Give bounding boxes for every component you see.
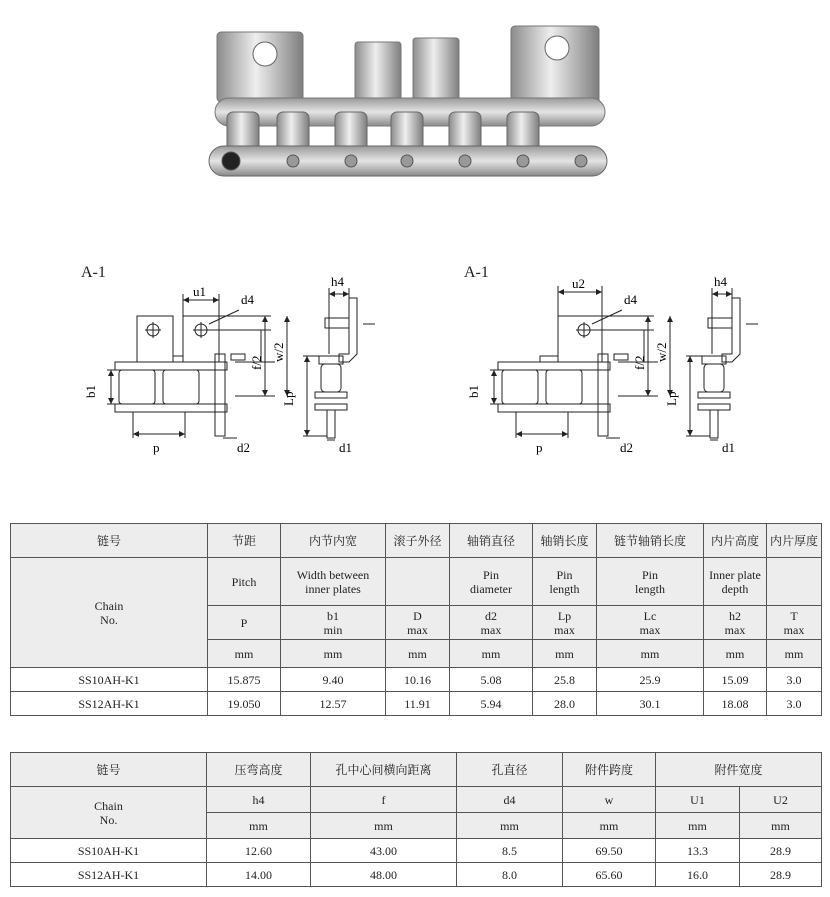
value-cell: 8.0 xyxy=(457,863,563,887)
label-d4: d4 xyxy=(624,292,637,307)
value-cell: 18.08 xyxy=(704,692,767,716)
unit-cell: mm xyxy=(563,813,656,839)
unit-cell: mm xyxy=(281,640,386,668)
unit-cell: mm xyxy=(597,640,704,668)
label-f2: f/2 xyxy=(249,355,264,370)
header-cell: 链节轴销长度 xyxy=(597,524,704,558)
label-b1: b1 xyxy=(83,385,98,398)
value-cell: 3.0 xyxy=(767,692,822,716)
header-cell: 附件跨度 xyxy=(563,753,656,787)
label-h4: h4 xyxy=(331,274,344,289)
header-cell: 内片厚度 xyxy=(767,524,822,558)
chain-label: Chain xyxy=(94,798,123,813)
unit-cell: mm xyxy=(533,640,597,668)
table-row xyxy=(11,524,822,558)
value-cell: 28.9 xyxy=(740,863,822,887)
label-d4: d4 xyxy=(241,292,254,307)
table-row xyxy=(11,692,822,716)
table-row xyxy=(11,558,822,606)
header-cell: 孔中心间横向距离 xyxy=(311,753,457,787)
symbol-cell: U1 xyxy=(656,787,740,813)
symbol-cell: Lp max xyxy=(533,606,597,640)
value-cell: 43.00 xyxy=(311,839,457,863)
symbol-cell: Lc max xyxy=(597,606,704,640)
value-cell: 48.00 xyxy=(311,863,457,887)
attachment-tab-right xyxy=(511,26,599,104)
name-cell: Inner plate depth xyxy=(704,558,767,606)
value-cell: 30.1 xyxy=(597,692,704,716)
unit-cell: mm xyxy=(311,813,457,839)
symbol-cell: d4 xyxy=(457,787,563,813)
label-w2: w/2 xyxy=(271,342,286,362)
header-cell: 内节内宽 xyxy=(281,524,386,558)
label-h4: h4 xyxy=(714,274,727,289)
outer-plate-lower xyxy=(209,146,607,176)
value-cell: 16.0 xyxy=(656,863,740,887)
value-cell: 28.9 xyxy=(740,839,822,863)
table-row xyxy=(11,787,822,813)
chain-label: No. xyxy=(99,812,118,827)
attachment-tab-middle-1 xyxy=(355,42,401,102)
symbol-cell: b1 min xyxy=(281,606,386,640)
chain-no-header xyxy=(11,558,208,668)
header-cell: 附件宽度 xyxy=(656,753,822,787)
chain-cell: SS10AH-K1 xyxy=(11,668,208,692)
chain-product-photo xyxy=(205,18,615,193)
symbol-cell: h4 xyxy=(207,787,311,813)
header-cell: 链号 xyxy=(11,524,208,558)
label-d2: d2 xyxy=(620,440,633,455)
value-cell: 19.050 xyxy=(208,692,281,716)
header-cell: 孔直径 xyxy=(457,753,563,787)
unit-cell: mm xyxy=(457,813,563,839)
unit-cell: mm xyxy=(207,813,311,839)
chain-label: No. xyxy=(100,612,118,627)
label-f2: f/2 xyxy=(632,355,647,370)
technical-drawing xyxy=(75,258,435,458)
unit-cell: mm xyxy=(450,640,533,668)
diagram-title: A-1 xyxy=(81,264,106,281)
header-cell: 滚子外径 xyxy=(386,524,450,558)
symbol-cell: P xyxy=(208,606,281,640)
symbol-cell: D max xyxy=(386,606,450,640)
label-p: p xyxy=(153,440,160,455)
symbol-cell: f xyxy=(311,787,457,813)
value-cell: 13.3 xyxy=(656,839,740,863)
label-lp: Lp xyxy=(281,391,296,406)
value-cell: 10.16 xyxy=(386,668,450,692)
header-cell: 轴销直径 xyxy=(450,524,533,558)
value-cell: 69.50 xyxy=(563,839,656,863)
value-cell: 65.60 xyxy=(563,863,656,887)
symbol-cell: h2 max xyxy=(704,606,767,640)
label-d2: d2 xyxy=(237,440,250,455)
label-w2: w/2 xyxy=(654,342,669,362)
name-cell: Pin diameter xyxy=(450,558,533,606)
header-cell: 节距 xyxy=(208,524,281,558)
header-cell: 压弯高度 xyxy=(207,753,311,787)
symbol-cell: U2 xyxy=(740,787,822,813)
label-p: p xyxy=(536,440,543,455)
unit-cell: mm xyxy=(740,813,822,839)
name-cell xyxy=(386,558,450,606)
table-row xyxy=(11,863,822,887)
value-cell: 12.60 xyxy=(207,839,311,863)
header-cell: 内片高度 xyxy=(704,524,767,558)
label-b1: b1 xyxy=(466,385,481,398)
value-cell: 3.0 xyxy=(767,668,822,692)
chain-cell: SS10AH-K1 xyxy=(11,839,207,863)
name-cell: Pin length xyxy=(533,558,597,606)
name-cell xyxy=(767,558,822,606)
label-u: u1 xyxy=(193,284,206,299)
table-row xyxy=(11,668,822,692)
value-cell: 5.94 xyxy=(450,692,533,716)
symbol-cell: T max xyxy=(767,606,822,640)
chain-cell: SS12AH-K1 xyxy=(11,692,208,716)
spec-table-dimensions xyxy=(10,523,822,716)
name-cell: Pin length xyxy=(597,558,704,606)
label-lp: Lp xyxy=(664,391,679,406)
value-cell: 5.08 xyxy=(450,668,533,692)
label-u: u2 xyxy=(572,276,585,291)
label-d1: d1 xyxy=(339,440,352,455)
header-cell: 链号 xyxy=(11,753,207,787)
value-cell: 25.8 xyxy=(533,668,597,692)
value-cell: 25.9 xyxy=(597,668,704,692)
name-cell: Pitch xyxy=(208,558,281,606)
diagram-a1-right xyxy=(458,258,818,458)
attachment-tab-left xyxy=(217,32,303,102)
chain-no-header xyxy=(11,787,207,839)
table-row xyxy=(11,753,822,787)
unit-cell: mm xyxy=(656,813,740,839)
diagram-a1-left xyxy=(75,258,435,458)
value-cell: 15.09 xyxy=(704,668,767,692)
symbol-cell: w xyxy=(563,787,656,813)
value-cell: 15.875 xyxy=(208,668,281,692)
unit-cell: mm xyxy=(386,640,450,668)
chain-label: Chain xyxy=(94,598,124,613)
unit-cell: mm xyxy=(208,640,281,668)
unit-cell: mm xyxy=(704,640,767,668)
value-cell: 12.57 xyxy=(281,692,386,716)
value-cell: 28.0 xyxy=(533,692,597,716)
technical-drawing xyxy=(458,258,818,458)
header-cell: 轴销长度 xyxy=(533,524,597,558)
name-cell: Width between inner plates xyxy=(281,558,386,606)
value-cell: 9.40 xyxy=(281,668,386,692)
value-cell: 11.91 xyxy=(386,692,450,716)
diagram-title: A-1 xyxy=(464,264,489,281)
spec-table-attachment xyxy=(10,752,822,887)
table-row xyxy=(11,839,822,863)
chain-cell: SS12AH-K1 xyxy=(11,863,207,887)
symbol-cell: d2 max xyxy=(450,606,533,640)
label-d1: d1 xyxy=(722,440,735,455)
value-cell: 14.00 xyxy=(207,863,311,887)
attachment-tab-middle-2 xyxy=(413,38,459,102)
value-cell: 8.5 xyxy=(457,839,563,863)
unit-cell: mm xyxy=(767,640,822,668)
